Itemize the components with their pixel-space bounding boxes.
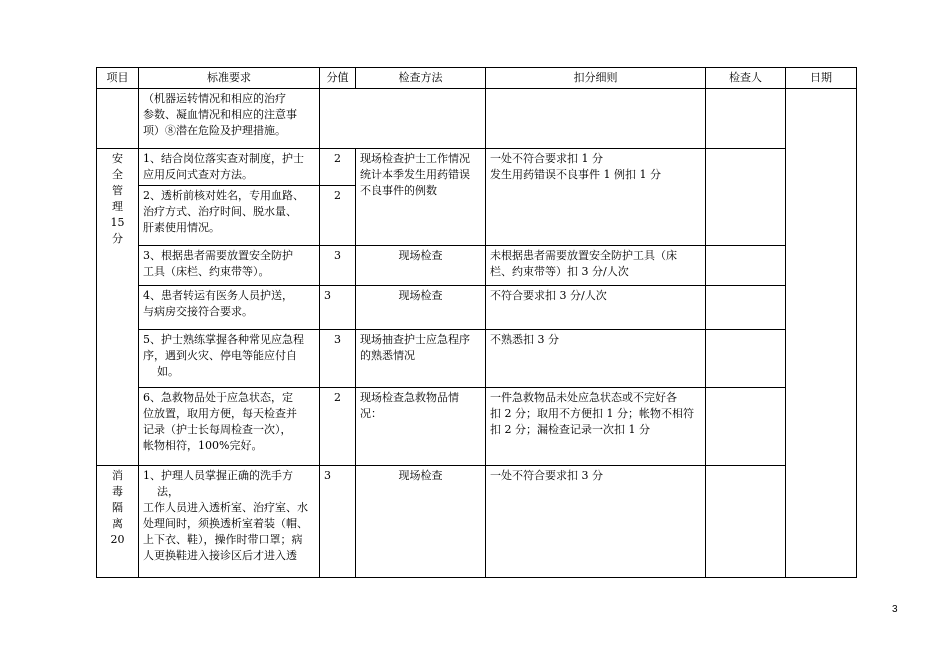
inspector-cell [706,388,786,466]
header-date: 日期 [786,68,857,89]
score-cell: 2 [320,149,356,186]
header-score: 分值 [320,68,356,89]
deduction-cell: 未根据患者需要放置安全防护工具（床 栏、约束带等）扣 3 分/人次 [486,246,706,286]
standard-cell: 1、结合岗位落实查对制度，护士 应用反问式查对方法。 [139,149,320,186]
score-cell: 2 [320,186,356,246]
standard-cell: 2、透析前核对姓名，专用血路、 治疗方式、治疗时间、脱水量、 肝素使用情况。 [139,186,320,246]
table-row [97,388,857,466]
inspector-cell [706,246,786,286]
header-standard: 标准要求 [139,68,320,89]
standard-cell: 1、护理人员掌握正确的洗手方 法， 工作人员进入透析室、治疗室、水 处理间时，须换透析室着装（帽、 上下衣、鞋），操作时带口罩；病 人更换鞋进入接诊区后才进入透 [139,466,320,578]
method-cell: 现场检查护士工作情况 统计本季发生用药错误 不良事件的例数 [356,149,486,246]
inspector-cell [706,286,786,330]
section-disinfection: 消 毒 隔 离 20 [97,466,139,578]
method-cell: 现场检查 [356,286,486,330]
method-cell: 现场检查急救物品情 况： [356,388,486,466]
inspector-cell [706,149,786,246]
table-row [97,330,857,388]
standard-cell: 5、护士熟练掌握各种常见应急程 序，遇到火灾、停电等能应付自 如。 [139,330,320,388]
header-deduction: 扣分细则 [486,68,706,89]
inspector-cell [706,330,786,388]
score-cell: 3 [320,286,356,330]
inspector-cell [706,466,786,578]
score-cell: 3 [320,246,356,286]
deduction-cell: 一处不符合要求扣 1 分 发生用药错误不良事件 1 例扣 1 分 [486,149,706,246]
continuation-row [97,89,857,149]
score-cell: 3 [320,466,356,578]
deduction-cell: 一件急救物品未处应急状态或不完好各 扣 2 分；取用不方便扣 1 分；帐物不相符 扣 2 分；漏检查记录一次扣 1 分 [486,388,706,466]
header-inspector: 检查人 [706,68,786,89]
table-row [97,286,857,330]
deduction-cell: 一处不符合要求扣 3 分 [486,466,706,578]
method-cell: 现场检查 [356,466,486,578]
header-method: 检查方法 [356,68,486,89]
header-item: 项目 [97,68,139,89]
table-row [97,466,857,578]
standard-cell: 3、根据患者需要放置安全防护 工具（床栏、约束带等）。 [139,246,320,286]
inspection-table [96,67,857,578]
method-cell: 现场检查 [356,246,486,286]
method-cell: 现场抽查护士应急程序 的熟悉情况 [356,330,486,388]
score-cell: 3 [320,330,356,388]
score-cell: 2 [320,388,356,466]
deduction-cell: 不符合要求扣 3 分/人次 [486,286,706,330]
page-number: 3 [892,604,898,615]
table-row [97,246,857,286]
standard-cell: 6、急救物品处于应急状态，定 位放置，取用方便，每天检查并 记录（护士长每周检查一次）， 帐物相符，100%完好。 [139,388,320,466]
header-row [97,68,857,89]
date-cell [786,89,857,578]
standard-cell: （机器运转情况和相应的治疗 参数、凝血情况和相应的注意事 项）⑧潜在危险及护理措施。 [139,89,320,149]
standard-cell: 4、患者转运有医务人员护送， 与病房交接符合要求。 [139,286,320,330]
table-row [97,149,857,186]
deduction-cell: 不熟悉扣 3 分 [486,330,706,388]
section-safety: 安 全 管 理 15 分 [97,149,139,466]
